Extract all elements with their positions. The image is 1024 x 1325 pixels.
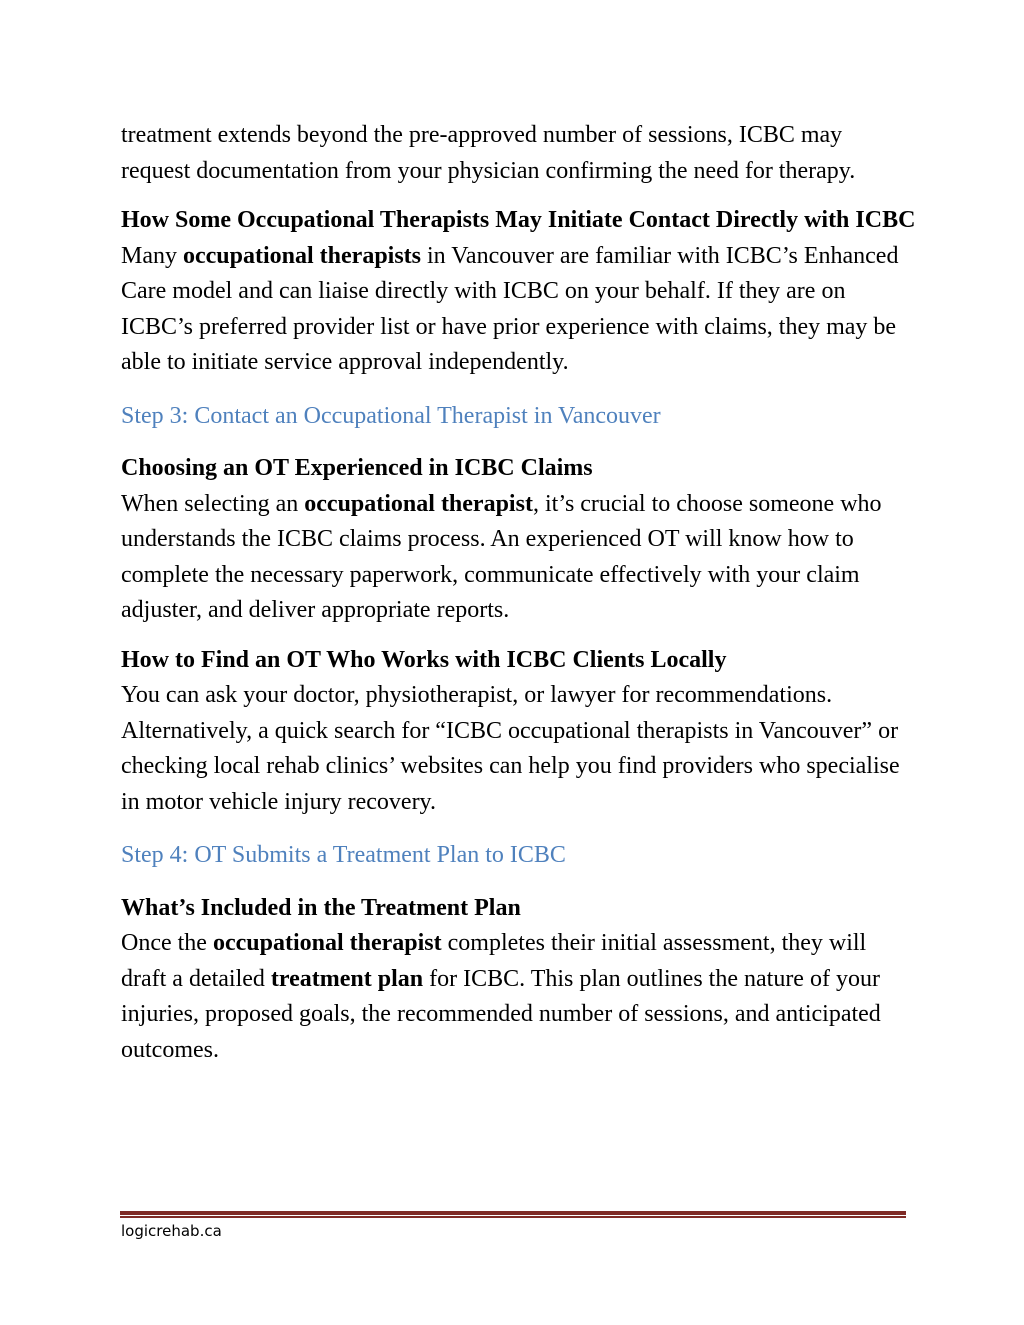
text-run: Once the [121, 930, 213, 956]
section-initiate-contact [121, 203, 916, 381]
page-content [121, 118, 916, 1068]
step-3-heading: Step 3: Contact an Occupational Therapist in Vancouver [121, 402, 661, 429]
text-run: Many [121, 242, 183, 269]
intro-paragraph: treatment extends beyond the pre-approved number of sessions, ICBC may request documentation from your physician confirming the need for therapy. [121, 122, 856, 184]
bold-term: occupational therapist [212, 930, 442, 956]
section-treatment-plan [121, 891, 916, 1069]
section-heading: How Some Occupational Therapists May Initiate Contact Directly with ICBC [121, 207, 916, 233]
text-run: for ICBC. This plan outlines the nature of your injuries, proposed goals, the recommended number of sessions, and anticipated outcomes. [121, 965, 881, 1063]
bold-term: treatment plan [270, 965, 424, 992]
text-run: completes their initial assessment, they will draft a detailed [121, 930, 867, 992]
section-choosing-ot [121, 451, 916, 629]
section-paragraph: You can ask your doctor, physiotherapist, or lawyer for recommendations. Alternatively, a quick search for “ICBC occupational therapists in Vancouver” or checking local rehab clinics’ websites can help you find providers who specialise in motor vehicle injury recovery. [121, 682, 900, 815]
section-paragraph [121, 926, 916, 1068]
section-find-ot [121, 643, 916, 821]
footer-divider [120, 1211, 906, 1218]
step-4-heading: Step 4: OT Submits a Treatment Plan to ICBC [121, 842, 566, 868]
section-paragraph [121, 239, 916, 381]
text-run: When selecting an [121, 490, 305, 517]
text-run: , it’s crucial to choose someone who understands the ICBC claims process. An experienced OT will know how to complete the necessary paperwork, communicate effectively with your claim adjuster, and deliver appropriate reports. [121, 490, 882, 623]
section-heading: What’s Included in the Treatment Plan [121, 894, 521, 921]
section-heading: How to Find an OT Who Works with ICBC Clients Locally [121, 646, 727, 673]
footer-divider-thin [120, 1216, 906, 1218]
section-heading: Choosing an OT Experienced in ICBC Claims [121, 455, 593, 481]
footer-domain: logicrehab.ca [121, 1222, 222, 1240]
footer-divider-thick [120, 1211, 906, 1215]
bold-term: occupational therapists [183, 242, 422, 269]
section-paragraph [121, 487, 916, 629]
text-run: in Vancouver are familiar with ICBC’s Enhanced Care model and can liaise directly with ICBC on your behalf. If they are on ICBC’s preferred provider list or have prior experience with claims, they may be able to initiate service approval independently. [121, 242, 899, 375]
bold-term: occupational therapist [304, 490, 533, 517]
